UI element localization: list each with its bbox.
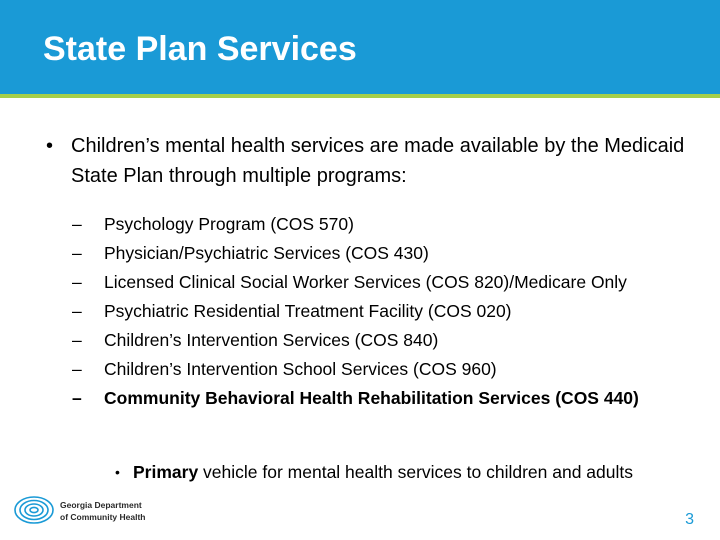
dash-icon: – [72,272,82,292]
bullet-dot-icon: • [46,135,54,157]
list-item-text: Physician/Psychiatric Services (COS 430) [104,243,429,263]
accent-line [0,94,720,98]
dash-icon: – [72,301,82,321]
sub-bullet-text [133,460,675,485]
list-item [72,239,682,268]
sub-bullet-bold: Primary [133,462,199,482]
title-bar [0,0,720,94]
logo-line1: Georgia Department [60,500,142,510]
georgia-dch-logo [12,490,232,530]
list-item-text: Licensed Clinical Social Worker Services (COS 820)/Medicare Only [104,272,627,292]
dash-icon: – [72,359,82,379]
sub-bullet [115,460,675,485]
list-item [72,387,682,410]
dash-icon: – [72,388,82,408]
dash-icon: – [72,214,82,234]
dash-icon: – [72,330,82,350]
list-item-text: Psychology Program (COS 570) [104,214,354,234]
sub-bullet-rest: vehicle for mental health services to children and adults [198,462,634,482]
dash-icon: – [72,243,82,263]
slide-title: State Plan Services [43,30,357,68]
list-item-text: Psychiatric Residential Treatment Facility (COS 020) [104,301,512,321]
bullet-dot-icon: • [115,464,120,480]
list-item [72,271,682,294]
main-bullet-text: Children’s mental health services are made available by the Medicaid State Plan through multiple programs: [71,135,685,187]
program-list [72,210,682,413]
list-item [72,297,682,326]
list-item-text: Children’s Intervention School Services (COS 960) [104,359,497,379]
list-item [72,355,682,384]
list-item [72,326,682,355]
page-number: 3 [685,511,694,528]
list-item-text: Children’s Intervention Services (COS 840) [104,330,439,350]
main-bullet [46,131,686,191]
logo-line2: of Community Health [60,512,146,522]
list-item [72,210,682,239]
list-item-text: Community Behavioral Health Rehabilitation Services (COS 440) [104,388,639,408]
